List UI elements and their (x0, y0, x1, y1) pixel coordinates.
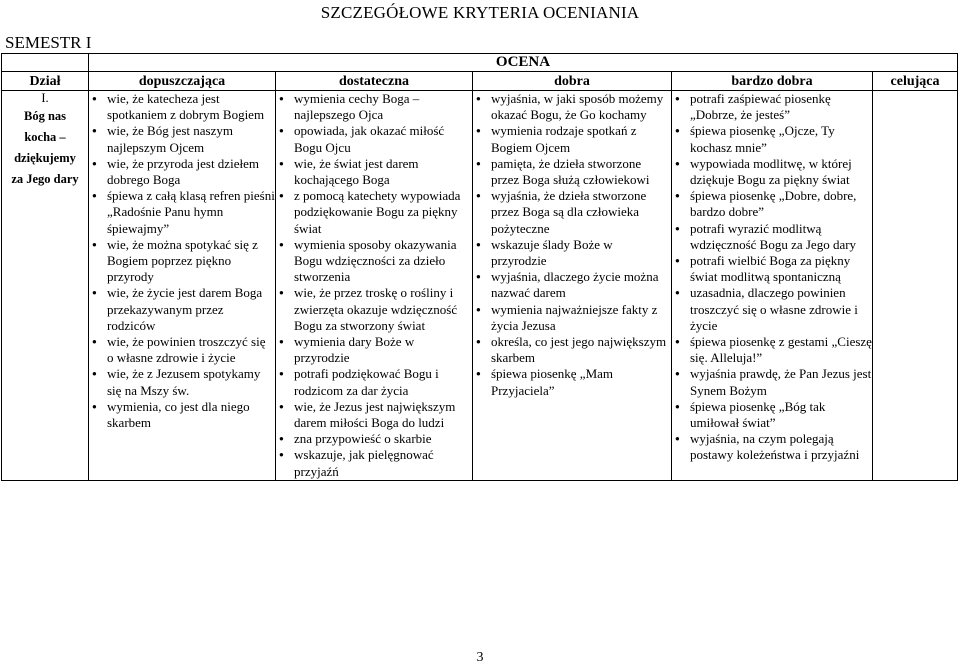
criterion-item: ● śpiewa piosenkę „Dobre, dobre, bardzo dobre” (675, 188, 872, 220)
dzial-title-line: kocha – (24, 130, 66, 144)
column-header-dzial: Dział (2, 72, 89, 91)
criterion-item: ● wymienia dary Boże w przyrodzie (279, 334, 472, 366)
criterion-item: ● wymienia, co jest dla niego skarbem (92, 399, 275, 431)
criterion-item: ● uzasadnia, dlaczego powinien troszczyć się o własne zdrowie i życie (675, 285, 872, 334)
header-empty-cell (2, 54, 89, 72)
criterion-item: ● potrafi zaśpiewać piosenkę „Dobrze, że jesteś” (675, 91, 872, 123)
celujaca-cell (873, 91, 958, 481)
criterion-item: ● określa, co jest jego największym skarbem (476, 334, 671, 366)
ocena-header: OCENA (89, 54, 958, 72)
criterion-item: ● wie, że powinien troszczyć się o własne zdrowie i życie (92, 334, 275, 366)
criterion-item: ● wymienia najważniejsze fakty z życia Jezusa (476, 302, 671, 334)
criterion-item: ● wyjaśnia, że dzieła stworzone przez Boga są dla człowieka pożyteczne (476, 188, 671, 237)
page-number: 3 (476, 650, 484, 665)
criterion-item: ● wyjaśnia, dlaczego życie można nazwać darem (476, 269, 671, 301)
dostateczna-cell (276, 91, 473, 481)
criterion-item: ● śpiewa piosenkę z gestami „Cieszę się. Alleluja!” (675, 334, 872, 366)
criterion-item: ● śpiewa piosenkę „Mam Przyjaciela” (476, 366, 671, 398)
criterion-item: ● zna przypowieść o skarbie (279, 431, 472, 447)
criteria-list-dopuszczajaca (89, 91, 275, 431)
dzial-cell (2, 91, 89, 481)
criterion-item: ● potrafi podziękować Bogu i rodzicom za dar życia (279, 366, 472, 398)
criteria-list-bardzo-dobra (672, 91, 872, 464)
criterion-item: ● wie, że życie jest darem Boga przekazywanym przez rodziców (92, 285, 275, 334)
criterion-item: ● śpiewa piosenkę „Bóg tak umiłował świat” (675, 399, 872, 431)
column-header-celujaca: celująca (873, 72, 958, 91)
criterion-item: ● pamięta, że dzieła stworzone przez Boga służą człowiekowi (476, 156, 671, 188)
criterion-item: ● wymienia sposoby okazywania Bogu wdzięczności za dzieło stworzenia (279, 237, 472, 286)
column-header-dostateczna: dostateczna (276, 72, 473, 91)
criteria-list-dostateczna (276, 91, 472, 480)
criterion-item: ● wyjaśnia prawdę, że Pan Jezus jest Synem Bożym (675, 366, 872, 398)
criterion-item: ● śpiewa z całą klasą refren pieśni „Radośnie Panu hymn śpiewajmy” (92, 188, 275, 237)
criterion-item: ● wskazuje, jak pielęgnować przyjaźń (279, 447, 472, 479)
criterion-item: ● wie, że przyroda jest dziełem dobrego Boga (92, 156, 275, 188)
criterion-item: ● potrafi wyrazić modlitwą wdzięczność Bogu za Jego dary (675, 221, 872, 253)
criterion-item: ● wie, że katecheza jest spotkaniem z dobrym Bogiem (92, 91, 275, 123)
criterion-item: ● potrafi wielbić Boga za piękny świat modlitwą spontaniczną (675, 253, 872, 285)
dobra-cell (473, 91, 672, 481)
criterion-item: ● z pomocą katechety wypowiada podziękowanie Bogu za piękny świat (279, 188, 472, 237)
criterion-item: ● wymienia rodzaje spotkań z Bogiem Ojcem (476, 123, 671, 155)
criteria-list-dobra (473, 91, 671, 399)
criterion-item: ● opowiada, jak okazać miłość Bogu Ojcu (279, 123, 472, 155)
criterion-item: ● wyjaśnia, w jaki sposób możemy okazać Bogu, że Go kochamy (476, 91, 671, 123)
dzial-number: I. (41, 91, 49, 105)
criterion-item: ● wie, że świat jest darem kochającego Boga (279, 156, 472, 188)
table-row (2, 91, 958, 481)
header-row-ocena (2, 54, 958, 72)
criterion-item: ● wypowiada modlitwę, w której dziękuje Bogu za piękny świat (675, 156, 872, 188)
criterion-item: ● wie, że Bóg jest naszym najlepszym Ojcem (92, 123, 275, 155)
header-row-grades (2, 72, 958, 91)
criteria-table (1, 53, 958, 481)
dzial-title-line: dziękujemy (14, 151, 76, 165)
criterion-item: ● wie, że przez troskę o rośliny i zwierzęta okazuje wdzięczność Bogu za stworzony świat (279, 285, 472, 334)
bardzo-dobra-cell (672, 91, 873, 481)
dopuszczajaca-cell (89, 91, 276, 481)
page-title: SZCZEGÓŁOWE KRYTERIA OCENIANIA (320, 3, 640, 22)
criterion-item: ● wie, że Jezus jest największym darem miłości Boga do ludzi (279, 399, 472, 431)
criterion-item: ● wie, że z Jezusem spotykamy się na Mszy św. (92, 366, 275, 398)
dzial-title-line: za Jego dary (11, 172, 79, 186)
criterion-item: ● wymienia cechy Boga – najlepszego Ojca (279, 91, 472, 123)
column-header-dopuszczajaca: dopuszczająca (89, 72, 276, 91)
criterion-item: ● śpiewa piosenkę „Ojcze, Ty kochasz mnie” (675, 123, 872, 155)
column-header-bardzo-dobra: bardzo dobra (672, 72, 873, 91)
criterion-item: ● wie, że można spotykać się z Bogiem poprzez piękno przyrody (92, 237, 275, 286)
dzial-title-line: Bóg nas (23, 109, 67, 123)
semester-label: SEMESTR I (5, 33, 92, 52)
column-header-dobra: dobra (473, 72, 672, 91)
criterion-item: ● wyjaśnia, na czym polegają postawy koleżeństwa i przyjaźni (675, 431, 872, 463)
criterion-item: ● wskazuje ślady Boże w przyrodzie (476, 237, 671, 269)
